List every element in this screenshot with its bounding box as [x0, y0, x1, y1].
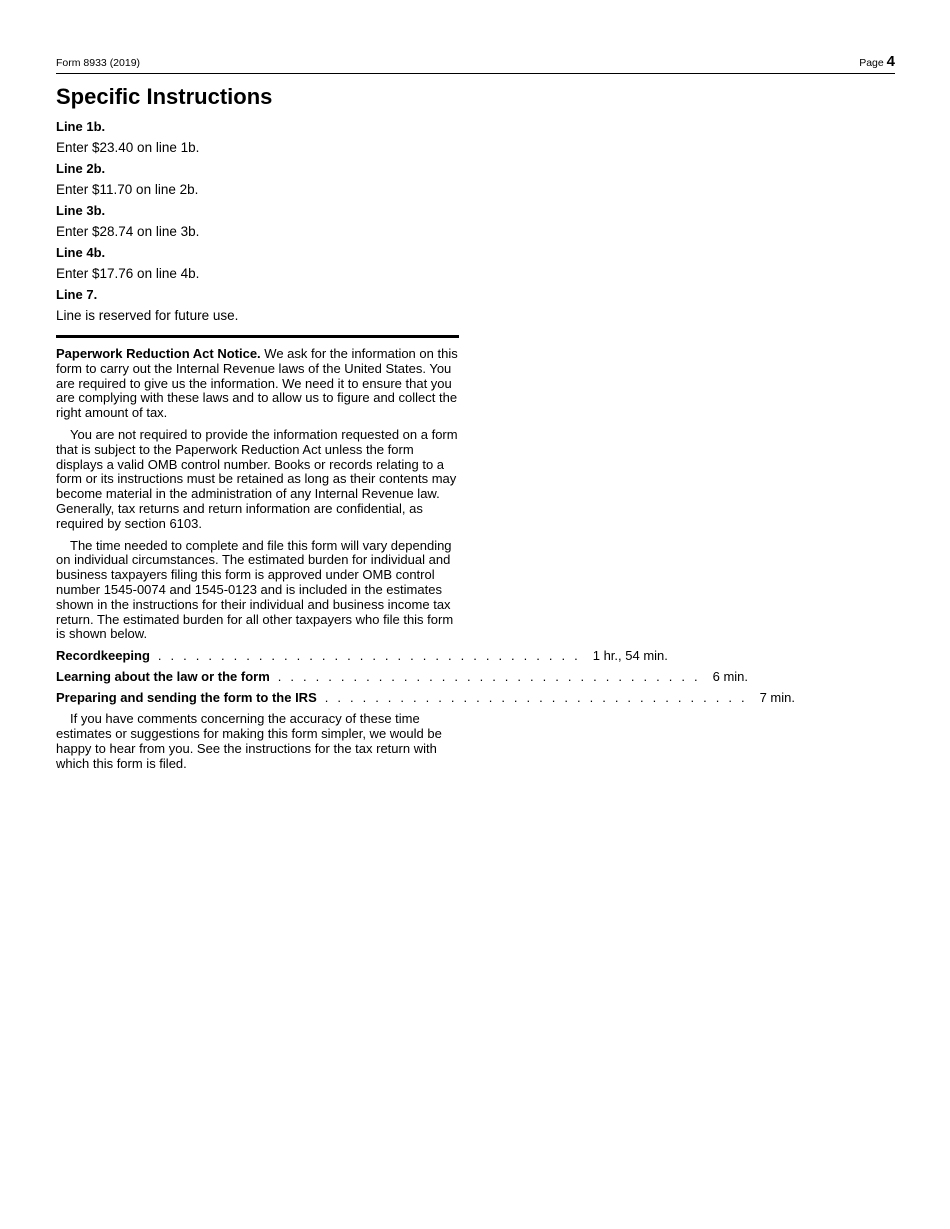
line-text: Enter $17.76 on line 4b.: [56, 266, 200, 281]
line-text: Enter $23.40 on line 1b.: [56, 140, 200, 155]
burden-row: [56, 690, 795, 712]
line-heading: Line 7.: [56, 287, 98, 302]
notice-paragraph: If you have comments concerning the accuracy of these time estimates or suggestions for making this form simpler, we would be happy to hear from you. See the instructions for the tax return with which this form is filed.: [56, 711, 442, 771]
leader-dots: ..................................: [324, 690, 754, 706]
page-header: [56, 55, 895, 74]
paperwork-reduction-notice: [56, 346, 795, 778]
notice-title: Paperwork Reduction Act Notice.: [56, 346, 261, 361]
page-number-label: [859, 53, 895, 70]
line-instructions: [56, 118, 456, 328]
burden-label: Learning about the law or the form: [56, 669, 270, 685]
line-heading: Line 1b.: [56, 119, 106, 134]
burden-value: 1 hr., 54 min.: [592, 648, 668, 664]
line-text: Enter $11.70 on line 2b.: [56, 182, 199, 197]
notice-paragraph: The time needed to complete and file this form will vary depending on individual circumstances. The estimated burden for individual and business taxpayers filing this form is approved under OMB control number 1545-0074 and 1545-0123 and is included in the estimates shown in the instructions for their individual and business income tax return. The estimated burden for all other taxpayers who file this form is shown below.: [56, 537, 454, 642]
line-text: Line is reserved for future use.: [56, 308, 239, 323]
form-identifier: Form 8933 (2019): [56, 57, 141, 69]
line-text: Enter $28.74 on line 3b.: [56, 224, 200, 239]
section-divider: [56, 335, 459, 338]
line-heading: Line 3b.: [56, 203, 106, 218]
burden-value: 6 min.: [712, 669, 749, 685]
leader-dots: ..................................: [157, 648, 587, 664]
leader-dots: ..................................: [277, 669, 707, 685]
line-heading: Line 4b.: [56, 245, 106, 260]
notice-intro-paragraph: [56, 347, 459, 421]
burden-label: Recordkeeping: [56, 648, 150, 664]
page-label: Page: [859, 57, 884, 69]
line-heading: Line 2b.: [56, 161, 106, 176]
burden-label: Preparing and sending the form to the IRS: [56, 690, 317, 706]
page-number: 4: [886, 53, 895, 70]
section-title: Specific Instructions: [56, 84, 273, 109]
burden-value: 7 min.: [759, 690, 795, 706]
notice-intro: We ask for the information on this form to carry out the Internal Revenue laws of the United States. You are required to give us the information. We need it to ensure that you are complying with these laws and to allow us to figure and collect the right amount of tax.: [56, 346, 458, 421]
burden-row: [56, 648, 668, 670]
notice-paragraph: You are not required to provide the information requested on a form that is subject to the Paperwork Reduction Act unless the form displays a valid OMB control number. Books or records relating to a form or its instructions must be retained as long as their contents may become material in the administration of any Internal Revenue law. Generally, tax returns and return information are confidential, as required by section 6103.: [56, 426, 458, 531]
burden-row: [56, 669, 749, 691]
